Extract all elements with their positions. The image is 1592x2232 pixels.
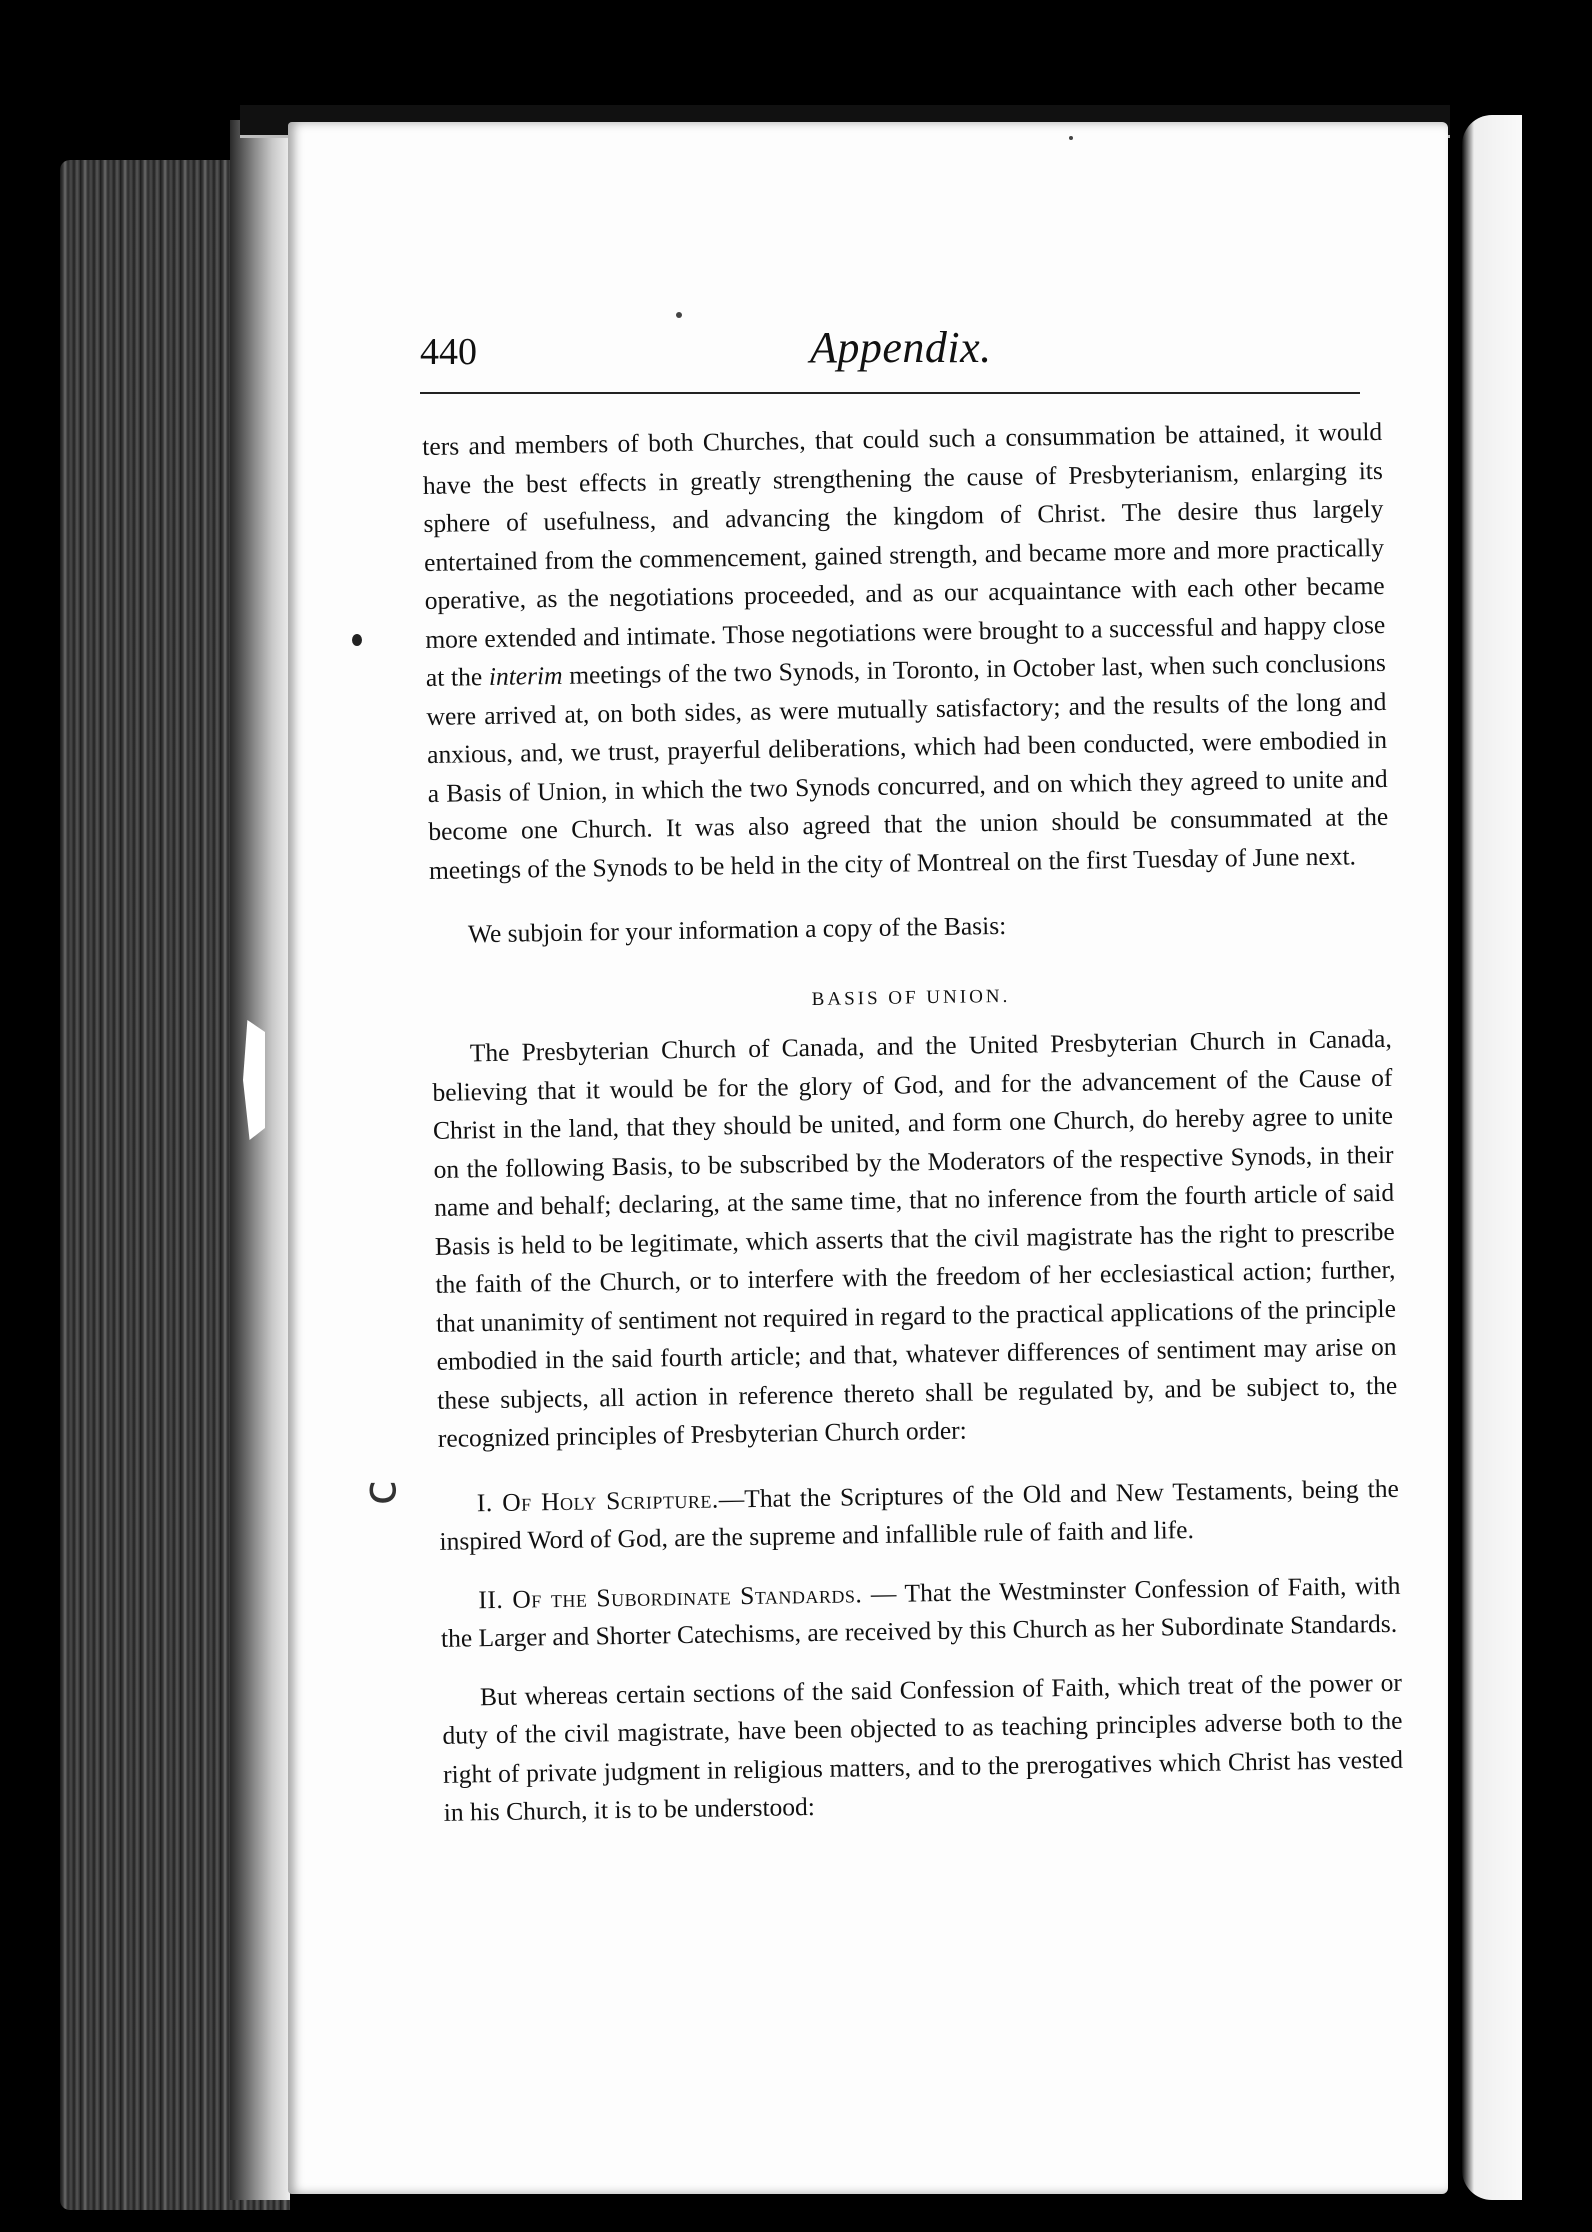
paragraph-subjoin: We subjoin for your information a copy of the Basis: (467, 910, 1007, 949)
facing-page-edge (1462, 115, 1522, 2200)
margin-ink-dot (352, 634, 362, 646)
margin-pencil-mark: ↄ (359, 1480, 413, 1506)
header-rule (420, 392, 1360, 394)
section-heading: BASIS OF UNION. (811, 985, 1011, 1010)
page-number: 440 (420, 331, 477, 373)
scan-border-right (1522, 0, 1592, 2232)
article-1-label: I. Of Holy Scripture. (476, 1483, 719, 1517)
article-2-text: — That the Westminster Confession of Faith, with the Larger and Shorter Catechisms, are received by this Church as her Subordinate Standards. (440, 1570, 1401, 1653)
ink-speck (1069, 136, 1073, 140)
page-header (420, 322, 1360, 392)
book-page-edges-highlight (230, 120, 290, 2200)
article-1-text: —That the Scriptures of the Old and New Testaments, being the inspired Word of God, are the supreme and infallible rule of faith and life. (439, 1473, 1399, 1556)
paragraph-whereas: But whereas certain sections of the said Confession of Faith, which treat of the power or duty of the civil magistrate, have been objected to as teaching principles adverse both to the right of private judgment in religious matters, and to the prerogatives which Christ has vested in his Church, it is to be understood: (442, 1667, 1404, 1827)
paragraph-continued: ters and members of both Churches, that could such a consummation be attained, it would have the best effects in greatly strengthening the cause of Presbyterianism, enlarging its sphere of usefulness, and advancing the kingdom of Christ. The desire thus largely entertained from the commencement, gained strength, and became more and more practically operative, as the negotiations proceeded, and as our acquaintance with each other became more extended and intimate. Those negotiations were brought to a successful and happy close at the interim meetings of the two Synods, in Toronto, in October last, when such conclusions were arrived at, on both sides, as were mutually satisfactory; and the results of the long and anxious, and, we trust, prayerful deliberations, which had been conducted, were embodied in a Basis of Union, in which the two Synods concurred, and on which they agreed to unite and become one Church. It was also agreed that the union should be consummated at the meetings of the Synods to be held in the city of Montreal on the first Tuesday of June next. (422, 416, 1389, 885)
article-2 (440, 1566, 1401, 1658)
running-head: Appendix. (810, 323, 992, 372)
paragraph-basis-preamble: The Presbyterian Church of Canada, and the United Presbyterian Church in Canada, believing that it would be for the glory of God, and for the advancement of the Cause of Christ in the land, that they should be united, and form one Church, do hereby agree to unite on the following Basis, to be subscribed by the Moderators of the respective Synods, in their name and behalf; declaring, at the same time, that no inference from the fourth article of said Basis is held to be legitimate, which asserts that the civil magistrate has the right to prescribe the faith of the Church, or to interfere with the freedom of her ecclesiastical action; further, that unanimity of sentiment not required in regard to the practical applications of the principle embodied in the said fourth article; and that, whatever differences of sentiment may arise on these subjects, all action in reference thereto shall be regulated by, and be subject to, the recognized principles of Presbyterian Church order: (432, 1023, 1398, 1453)
article-2-label: II. Of the Subordinate Standards. (478, 1578, 863, 1614)
italic-word: interim (488, 660, 563, 691)
ink-speck (676, 312, 682, 318)
body-text (422, 413, 1404, 1832)
